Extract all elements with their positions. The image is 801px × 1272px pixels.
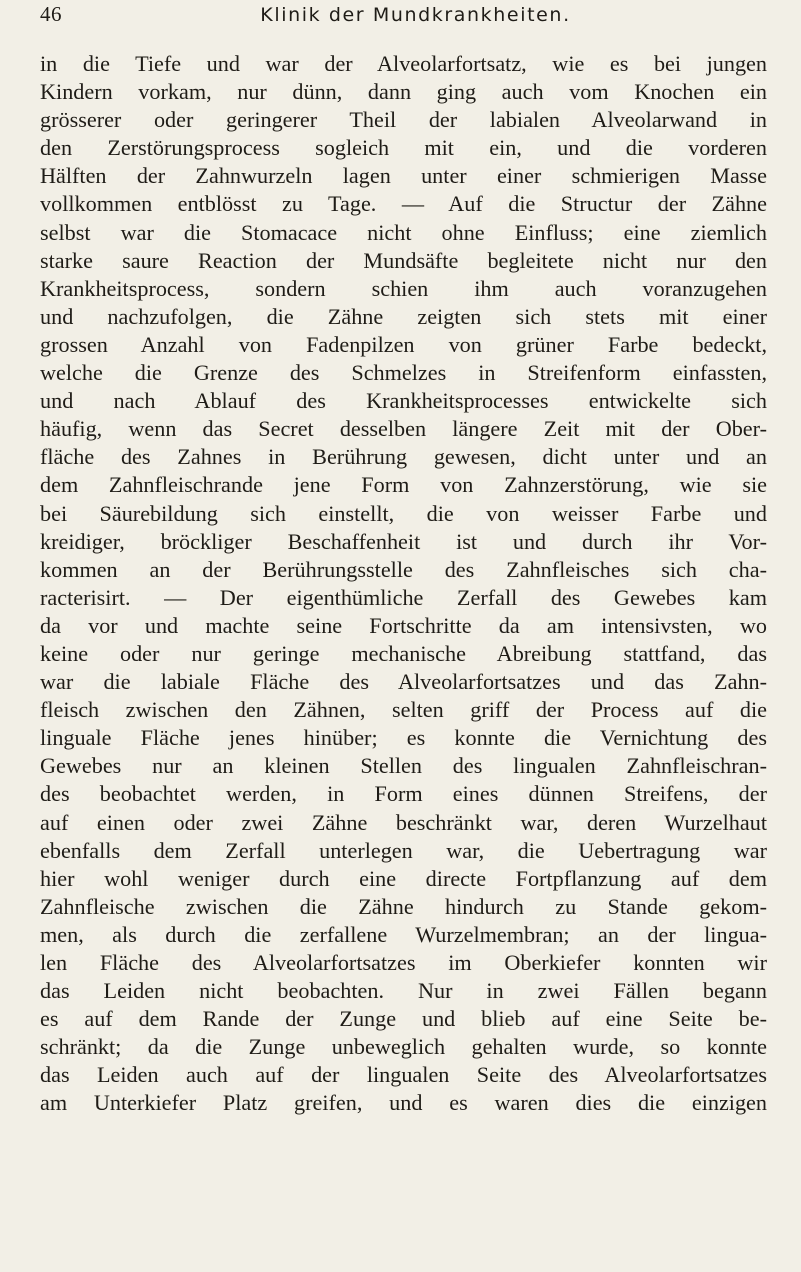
text-line: len Fläche des Alveolarfortsatzes im Oberkiefer konnten wir xyxy=(40,950,767,975)
text-line: Kindern vorkam, nur dünn, dann ging auch vom Knochen ein xyxy=(40,79,767,105)
text-line: auf einen oder zwei Zähne beschränkt war, deren Wurzelhaut xyxy=(40,809,767,835)
text-line: hier wohl weniger durch eine directe Fortpflanzung auf dem xyxy=(40,865,767,891)
text-line: welche die Grenze des Schmelzes in Streifenform einfassten, xyxy=(40,360,767,386)
text-line: da vor und machte seine Fortschritte da am intensivsten, wo xyxy=(40,612,767,638)
body-text xyxy=(40,50,767,1118)
text-line: kreidiger, bröckliger Beschaffenheit ist und durch ihr Vor- xyxy=(40,528,767,554)
text-line: grossen Anzahl von Fadenpilzen von grüner Farbe bedeckt, xyxy=(40,331,767,357)
text-line: häufig, wenn das Secret desselben längere Zeit mit der Ober- xyxy=(40,416,767,442)
text-line: racterisirt. — Der eigenthümliche Zerfall des Gewebes kam xyxy=(40,584,767,610)
text-line: Gewebes nur an kleinen Stellen des lingualen Zahnfleischran- xyxy=(40,753,767,779)
text-line: kommen an der Berührungsstelle des Zahnfleisches sich cha- xyxy=(40,556,767,582)
text-line: schränkt; da die Zunge unbeweglich gehalten wurde, so konnte xyxy=(40,1034,767,1060)
text-line: Krankheitsprocess, sondern schien ihm auch voranzugehen xyxy=(40,275,767,301)
text-line: war die labiale Fläche des Alveolarfortsatzes und das Zahn- xyxy=(40,669,767,695)
text-line: fläche des Zahnes in Berührung gewesen, dicht unter und an xyxy=(40,444,767,470)
text-line: in die Tiefe und war der Alveolarfortsatz, wie es bei jungen xyxy=(40,51,767,76)
text-line: des beobachtet werden, in Form eines dünnen Streifens, der xyxy=(40,781,767,807)
text-line: vollkommen entblösst zu Tage. — Auf die Structur der Zähne xyxy=(40,191,767,217)
text-line: das Leiden auch auf der lingualen Seite des Alveolarfortsatzes xyxy=(40,1062,767,1088)
text-line: grösserer oder geringerer Theil der labialen Alveolarwand in xyxy=(40,107,767,133)
text-line: dem Zahnfleischrande jene Form von Zahnzerstörung, wie sie xyxy=(40,472,767,498)
text-line: am Unterkiefer Platz greifen, und es waren dies die einzigen xyxy=(40,1090,767,1116)
running-head: Klinik der Mundkrankheiten. xyxy=(260,4,571,26)
text-line: keine oder nur geringe mechanische Abreibung stattfand, das xyxy=(40,640,767,666)
text-line: und nachzufolgen, die Zähne zeigten sich stets mit einer xyxy=(40,303,767,329)
text-line: und nach Ablauf des Krankheitsprocesses entwickelte sich xyxy=(40,388,767,414)
text-line: das Leiden nicht beobachten. Nur in zwei Fällen begann xyxy=(40,978,767,1004)
text-line: ebenfalls dem Zerfall unterlegen war, die Uebertragung war xyxy=(40,837,767,863)
text-line: men, als durch die zerfallene Wurzelmembran; an der lingua- xyxy=(40,921,767,947)
text-line: Hälften der Zahnwurzeln lagen unter einer schmierigen Masse xyxy=(40,163,767,189)
text-line: fleisch zwischen den Zähnen, selten griff der Process auf die xyxy=(40,697,767,723)
text-line: Zahnfleische zwischen die Zähne hindurch zu Stande gekom- xyxy=(40,893,767,919)
text-line: starke saure Reaction der Mundsäfte begleitete nicht nur den xyxy=(40,247,767,273)
text-line: linguale Fläche jenes hinüber; es konnte die Vernichtung des xyxy=(40,725,767,751)
text-line: es auf dem Rande der Zunge und blieb auf eine Seite be- xyxy=(40,1006,767,1032)
text-line: den Zerstörungsprocess sogleich mit ein, und die vorderen xyxy=(40,135,767,161)
text-line: bei Säurebildung sich einstellt, die von weisser Farbe und xyxy=(40,500,767,526)
text-line: selbst war die Stomacace nicht ohne Einfluss; eine ziemlich xyxy=(40,219,767,245)
page-number: 46 xyxy=(40,2,62,26)
